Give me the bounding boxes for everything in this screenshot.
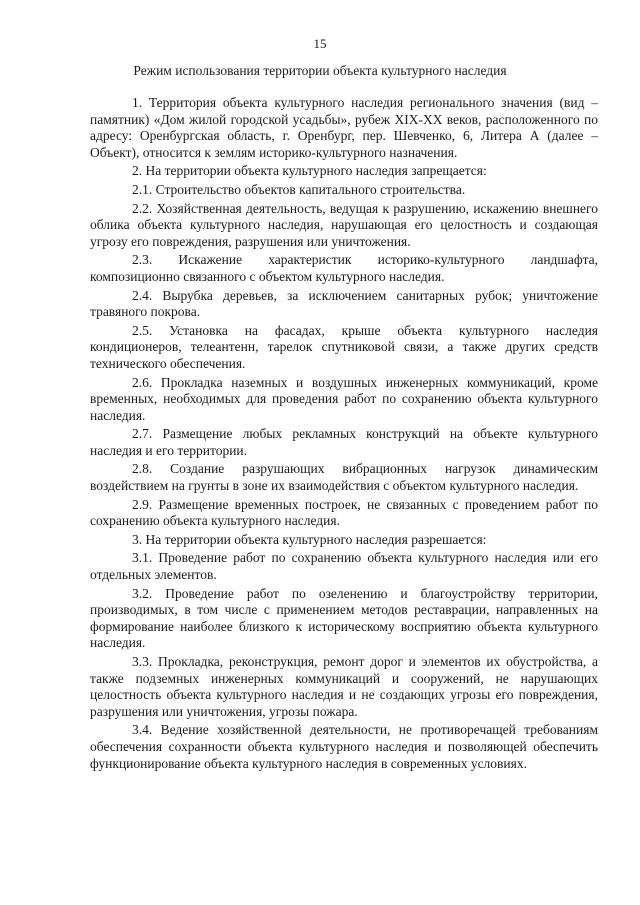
paragraph-3-4: 3.4. Ведение хозяйственной деятельности, не противоречащей требованиям обеспечения сохранности объекта культурного наследия и позволяющей обеспечить функционирование объекта культурного наследия в современных условиях. <box>90 722 598 771</box>
paragraph-2: 2. На территории объекта культурного наследия запрещается: <box>132 163 487 179</box>
document-body <box>90 95 598 774</box>
page-number: 15 <box>313 36 327 51</box>
paragraph-3-2: 3.2. Проведение работ по озеленению и благоустройству территории, производимых, в том числе с применением методов реставрации, направленных на формирование наиболее близкого к историческому восприятию объекта культурного наследия. <box>90 585 598 651</box>
paragraph-1: 1. Территория объекта культурного наследия регионального значения (вид – памятник) «Дом жилой городской усадьбы», рубеж XIX-XX веков, расположенного по адресу: Оренбургская область, г. Оренбург, пер. Шевченко, 6, Литера А (далее – Объект), относится к землям историко-культурного назначения. <box>90 95 598 160</box>
paragraph-2-8: 2.8. Создание разрушающих вибрационных нагрузок динамическим воздействием на грунты в зоне их взаимодействия с объектом культурного наследия. <box>90 461 598 494</box>
paragraph-3-3: 3.3. Прокладка, реконструкция, ремонт дорог и элементов их обустройства, а также подземных инженерных коммуникаций и сооружений, не нарушающих целостность объекта культурного наследия и не создающих угрозы его повреждения, разрушения или уничтожения, угрозы пожара. <box>90 654 598 719</box>
paragraph-2-7: 2.7. Размещение любых рекламных конструкций на объекте культурного наследия и его территории. <box>90 426 598 458</box>
document-title: Режим использования территории объекта культурного наследия <box>133 63 507 78</box>
paragraph-3: 3. На территории объекта культурного наследия разрешается: <box>132 531 487 547</box>
paragraph-3-1: 3.1. Проведение работ по сохранению объекта культурного наследия или его отдельных элементов. <box>90 550 598 583</box>
paragraph-2-6: 2.6. Прокладка наземных и воздушных инженерных коммуникаций, кроме временных, необходимых для проведения работ по сохранению объекта культурного наследия. <box>90 374 598 423</box>
paragraph-2-3: 2.3. Искажение характеристик историко-культурного ландшафта, композиционно связанного с объектом культурного наследия. <box>90 252 598 284</box>
paragraph-2-5: 2.5. Установка на фасадах, крыше объекта культурного наследия кондиционеров, телеантенн, тарелок спутниковой связи, а также других средств технического обеспечения. <box>90 322 598 371</box>
paragraph-2-1: 2.1. Строительство объектов капитального строительства. <box>132 181 466 197</box>
paragraph-2-9: 2.9. Размещение временных построек, не связанных с проведением работ по сохранению объекта культурного наследия. <box>90 496 598 529</box>
paragraph-2-4: 2.4. Вырубка деревьев, за исключением санитарных рубок; уничтожение травяного покрова. <box>90 287 598 320</box>
paragraph-2-2: 2.2. Хозяйственная деятельность, ведущая к разрушению, искажению внешнего облика объекта культурного наследия, нарушающая его целостность и создающая угрозу его повреждения, разрушения или уничтожения. <box>90 200 598 249</box>
